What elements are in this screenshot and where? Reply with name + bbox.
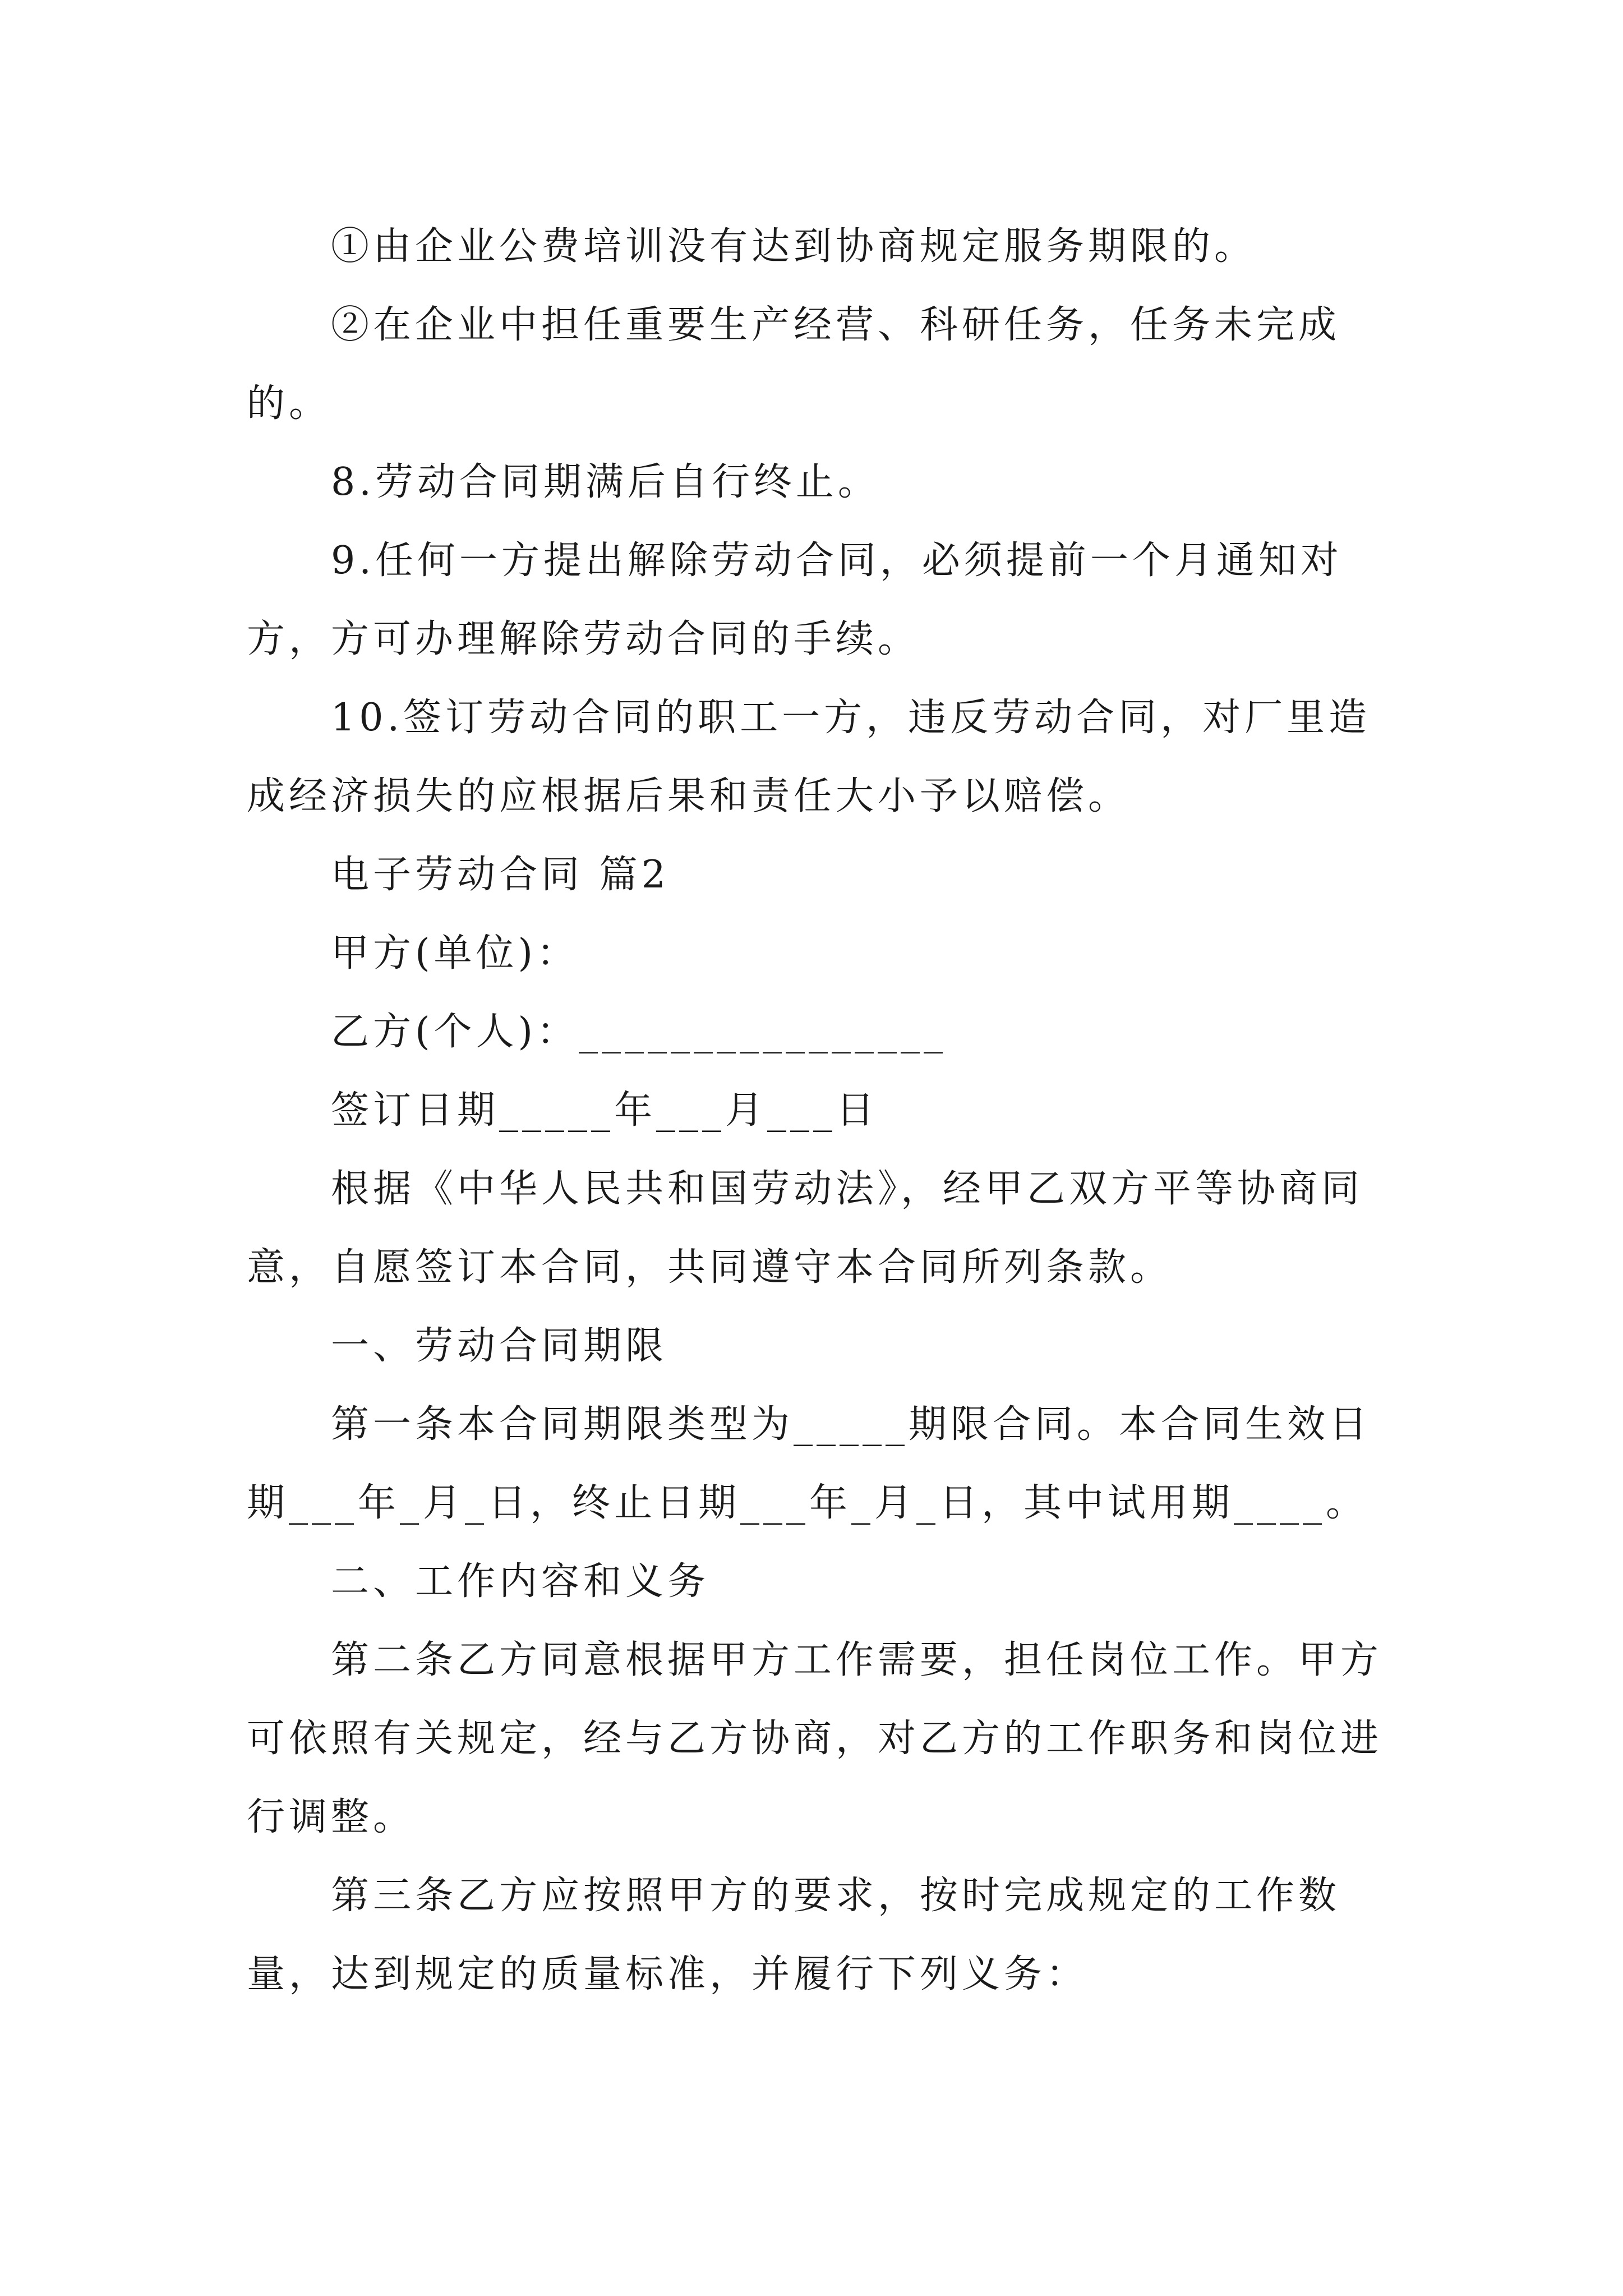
signing-date-line: 签订日期_____年___月___日 — [331, 1088, 879, 1133]
paragraph-preamble: 根据《中华人民共和国劳动法》，经甲乙双方平等协商同意，自愿签订本合同，共同遵守本合同所列条款。 — [247, 1167, 1364, 1290]
paragraph-clause-7-item-2: ②在企业中担任重要生产经营、科研任务，任务未完成的。 — [247, 303, 1341, 426]
heading-contract-term: 一、劳动合同期限 — [331, 1324, 668, 1368]
paragraph-clause-10: 10.签订劳动合同的职工一方，违反劳动合同，对厂里造成经济损失的应根据后果和责任大小予以赔偿。 — [247, 696, 1371, 818]
paragraph-article-1: 第一条本合同期限类型为_____期限合同。本合同生效日期___年_月_日，终止日期___年_月_日，其中试用期____。 — [247, 1402, 1372, 1525]
paragraph-clause-8: 8.劳动合同期满后自行终止。 — [331, 460, 880, 504]
party-a-line: 甲方(单位)： — [331, 931, 579, 976]
paragraph-clause-9: 9.任何一方提出解除劳动合同，必须提前一个月通知对方，方可办理解除劳动合同的手续。 — [247, 539, 1343, 661]
paragraph-article-3: 第三条乙方应按照甲方的要求，按时完成规定的工作数量，达到规定的质量标准，并履行下列义务： — [247, 1874, 1341, 1996]
heading-work-content: 二、工作内容和义务 — [331, 1559, 710, 1604]
paragraph-clause-7-item-1: ①由企业公费培训没有达到协商规定服务期限的。 — [331, 224, 1257, 269]
section-heading-contract-2: 电子劳动合同 篇2 — [331, 853, 670, 897]
document-body — [247, 208, 1391, 2014]
party-b-line: 乙方(个人)：________________ — [331, 1010, 947, 1054]
paragraph-article-2: 第二条乙方同意根据甲方工作需要，担任岗位工作。甲方可依照有关规定，经与乙方协商，对乙方的工作职务和岗位进行调整。 — [247, 1638, 1383, 1839]
